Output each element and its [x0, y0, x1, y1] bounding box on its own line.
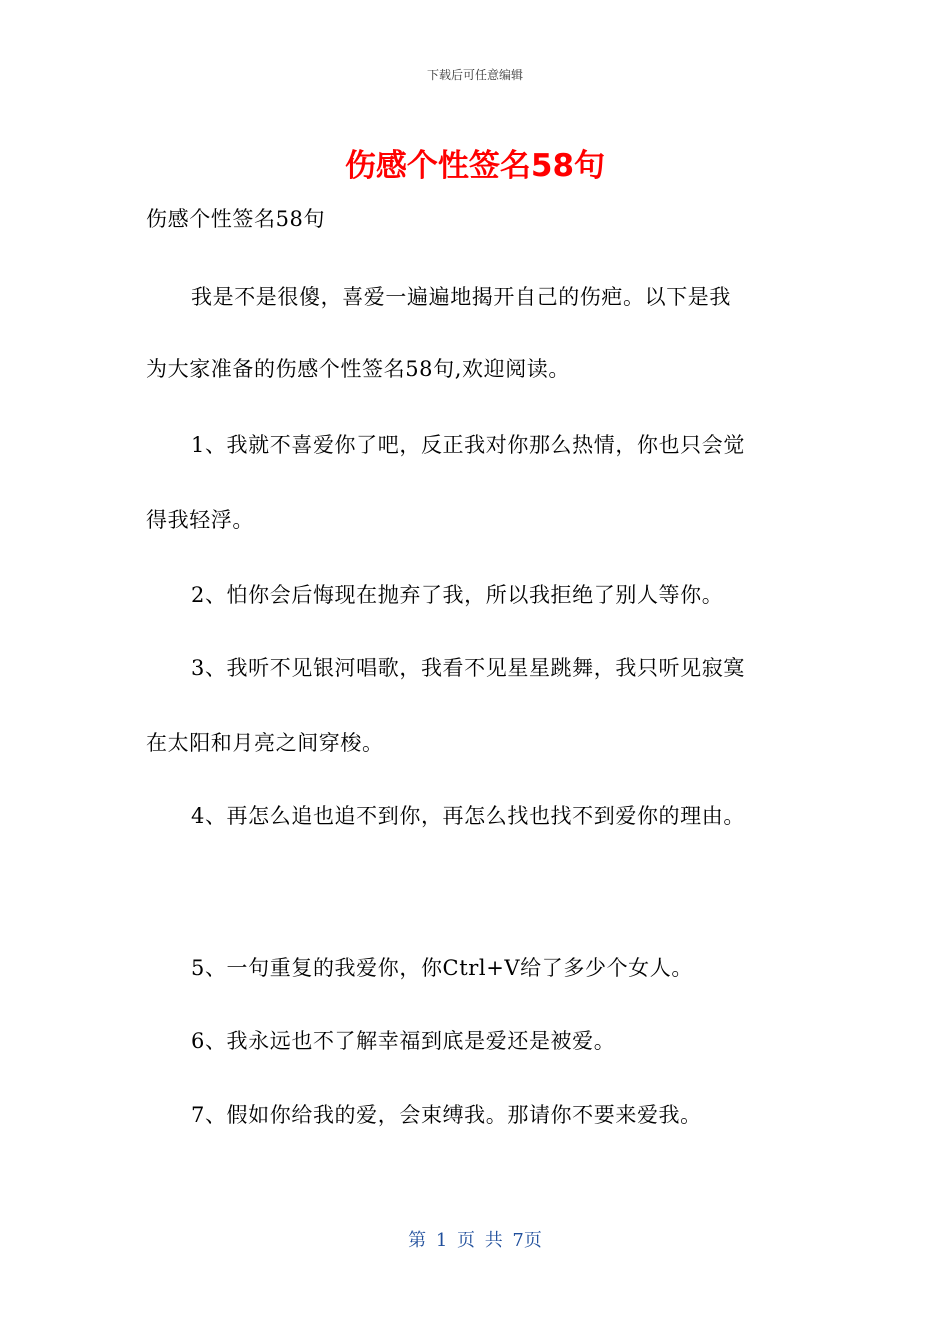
item-3-line-1: 3、我听不见银河唱歌，我看不见星星跳舞，我只听见寂寞	[191, 656, 745, 680]
item-4-line: 4、再怎么追也追不到你，再怎么找也找不到爱你的理由。	[191, 804, 745, 828]
intro-line-2: 为大家准备的伤感个性签名58句,欢迎阅读。	[146, 357, 570, 381]
page-number: 第 1 页 共 7页	[408, 1230, 542, 1251]
intro-line-1: 我是不是很傻，喜爱一遍遍地揭开自己的伤疤。以下是我	[191, 285, 731, 309]
item-7-line: 7、假如你给我的爱，会束缚我。那请你不要来爱我。	[191, 1103, 702, 1127]
document-title: 伤感个性签名58句	[344, 148, 606, 184]
item-1-line-2: 得我轻浮。	[146, 508, 254, 532]
subtitle-line: 伤感个性签名58句	[146, 207, 326, 231]
item-1-line-1: 1、我就不喜爱你了吧，反正我对你那么热情，你也只会觉	[191, 433, 745, 457]
item-6-line: 6、我永远也不了解幸福到底是爱还是被爱。	[191, 1029, 616, 1053]
item-2-line: 2、怕你会后悔现在抛弃了我，所以我拒绝了别人等你。	[191, 583, 724, 607]
header-note: 下载后可任意编辑	[426, 68, 523, 82]
item-3-line-2: 在太阳和月亮之间穿梭。	[146, 731, 384, 755]
item-5-line: 5、一句重复的我爱你，你Ctrl+V给了多少个女人。	[191, 956, 693, 980]
